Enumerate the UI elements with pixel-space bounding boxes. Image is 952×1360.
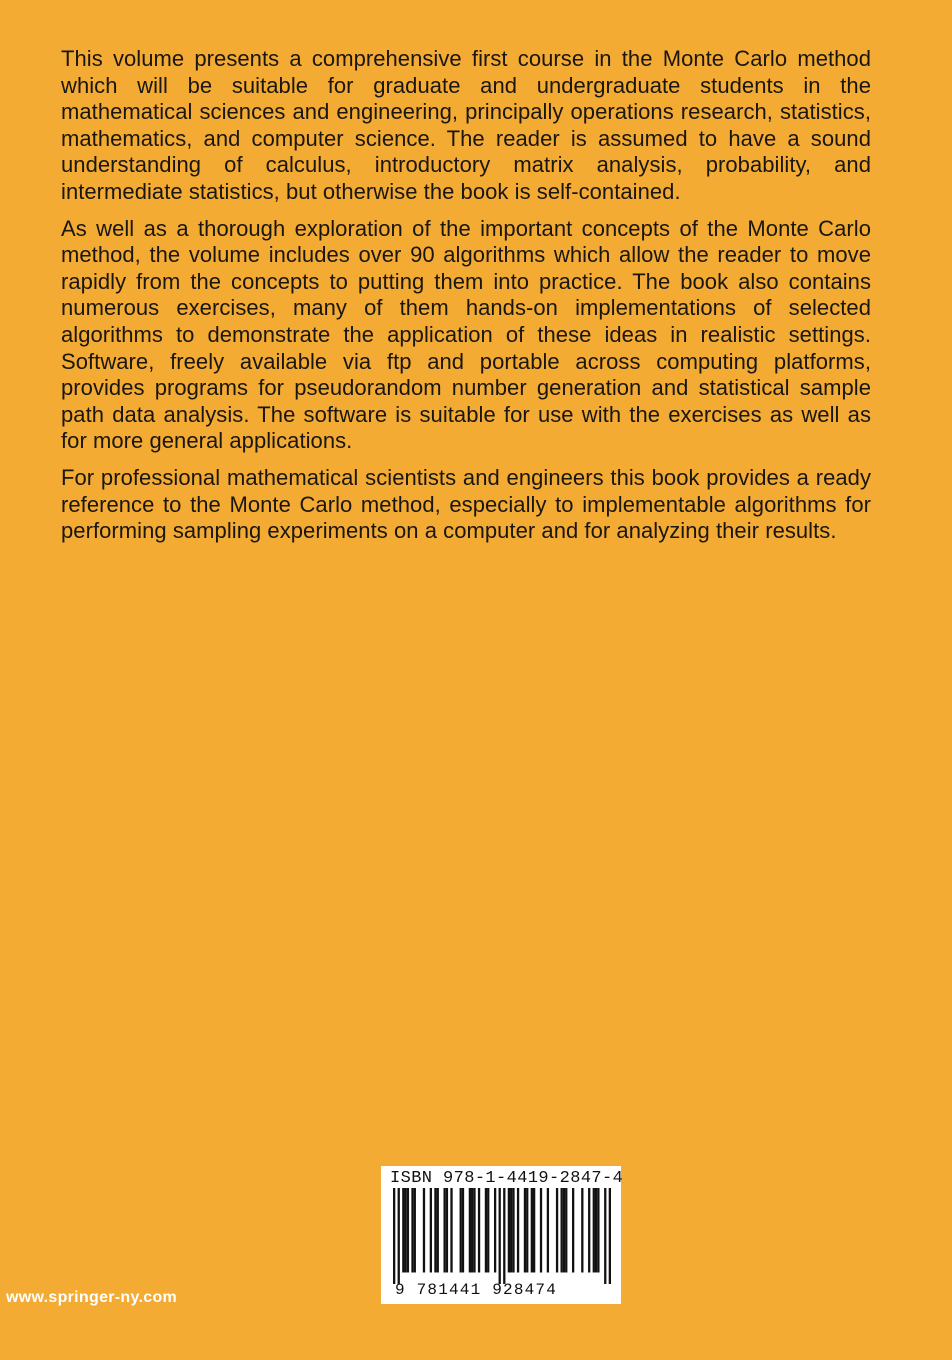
barcode-bar (604, 1188, 606, 1284)
barcode-bar (469, 1188, 471, 1272)
barcode-bar (597, 1188, 599, 1272)
barcode-bar (531, 1188, 533, 1272)
barcode-bar (423, 1188, 425, 1272)
blurb-paragraph-2: As well as a thorough exploration of the important concepts of the Monte Carlo method, the volume includes over 90 algorithms which allow the reader to move rapidly from the concepts to putting them into practice. The book also contains numerous exercises, many of them hands-on implementations of selected algorithms to demonstrate the application of these ideas in realistic settings. Software, freely available via ftp and portable across computing platforms, provides programs for pseudorandom number generation and statistical sample path data analysis. The software is suitable for use with the exercises as well as for more general applications. (61, 215, 871, 454)
barcode-bar (556, 1188, 558, 1272)
barcode-bar (512, 1188, 514, 1272)
barcode-bar (524, 1188, 526, 1272)
back-cover-blurb (61, 46, 871, 555)
blurb-paragraph-1: This volume presents a comprehensive first course in the Monte Carlo method which will be suitable for graduate and undergraduate students in the mathematical sciences and engineering, principally operations research, statistics, mathematics, and computer science. The reader is assumed to have a sound understanding of calculus, introductory matrix analysis, probability, and intermediate statistics, but otherwise the book is self-contained. (61, 46, 871, 204)
barcode-bar (588, 1188, 590, 1272)
barcode-bar (503, 1188, 505, 1284)
barcode-bar (411, 1188, 413, 1272)
barcode-bar (595, 1188, 597, 1272)
barcode-bar (581, 1188, 583, 1272)
barcode-bar (540, 1188, 542, 1272)
barcode-bar (462, 1188, 464, 1272)
blurb-paragraph-3: For professional mathematical scientists and engineers this book provides a ready reference to the Monte Carlo method, especially to implementable algorithms for performing sampling experiments on a computer and for analyzing their results. (61, 464, 871, 544)
barcode-bar (533, 1188, 535, 1272)
barcode-bar (434, 1188, 436, 1272)
barcode-bar (561, 1188, 563, 1272)
barcode-bar (430, 1188, 432, 1272)
barcode-bar (478, 1188, 480, 1272)
barcode-bar (460, 1188, 462, 1272)
publisher-url: www.springer-ny.com (6, 1289, 178, 1306)
isbn-label: ISBN 978-1-4419-2847-4 (390, 1169, 624, 1188)
barcode-bar (547, 1188, 549, 1272)
barcode-bar (437, 1188, 439, 1272)
barcode-bar (494, 1188, 496, 1272)
barcode-bar (609, 1188, 611, 1284)
barcode-bar (471, 1188, 473, 1272)
barcode-bar (473, 1188, 475, 1272)
barcode-bar (407, 1188, 409, 1272)
barcode-bar (450, 1188, 452, 1272)
isbn-barcode-box (381, 1166, 624, 1304)
barcode-bar (446, 1188, 448, 1272)
barcode-bar (499, 1188, 501, 1284)
barcode-bar (517, 1188, 519, 1272)
ean-digits: 9 781441 928474 (395, 1281, 558, 1299)
barcode-bar (398, 1188, 400, 1284)
barcode-bar (487, 1188, 489, 1272)
barcode-bar (565, 1188, 567, 1272)
barcode-bar (508, 1188, 510, 1272)
barcode-icon (393, 1188, 611, 1284)
barcode-bar (563, 1188, 565, 1272)
barcode-bar (414, 1188, 416, 1272)
barcode-bar (572, 1188, 574, 1272)
barcode-bar (526, 1188, 528, 1272)
barcode-bar (393, 1188, 395, 1284)
barcode-bar (402, 1188, 404, 1272)
barcode-bar (443, 1188, 445, 1272)
barcode-bar (593, 1188, 595, 1272)
barcode-bar (485, 1188, 487, 1272)
barcode-bar (510, 1188, 512, 1272)
barcode-bar (404, 1188, 406, 1272)
